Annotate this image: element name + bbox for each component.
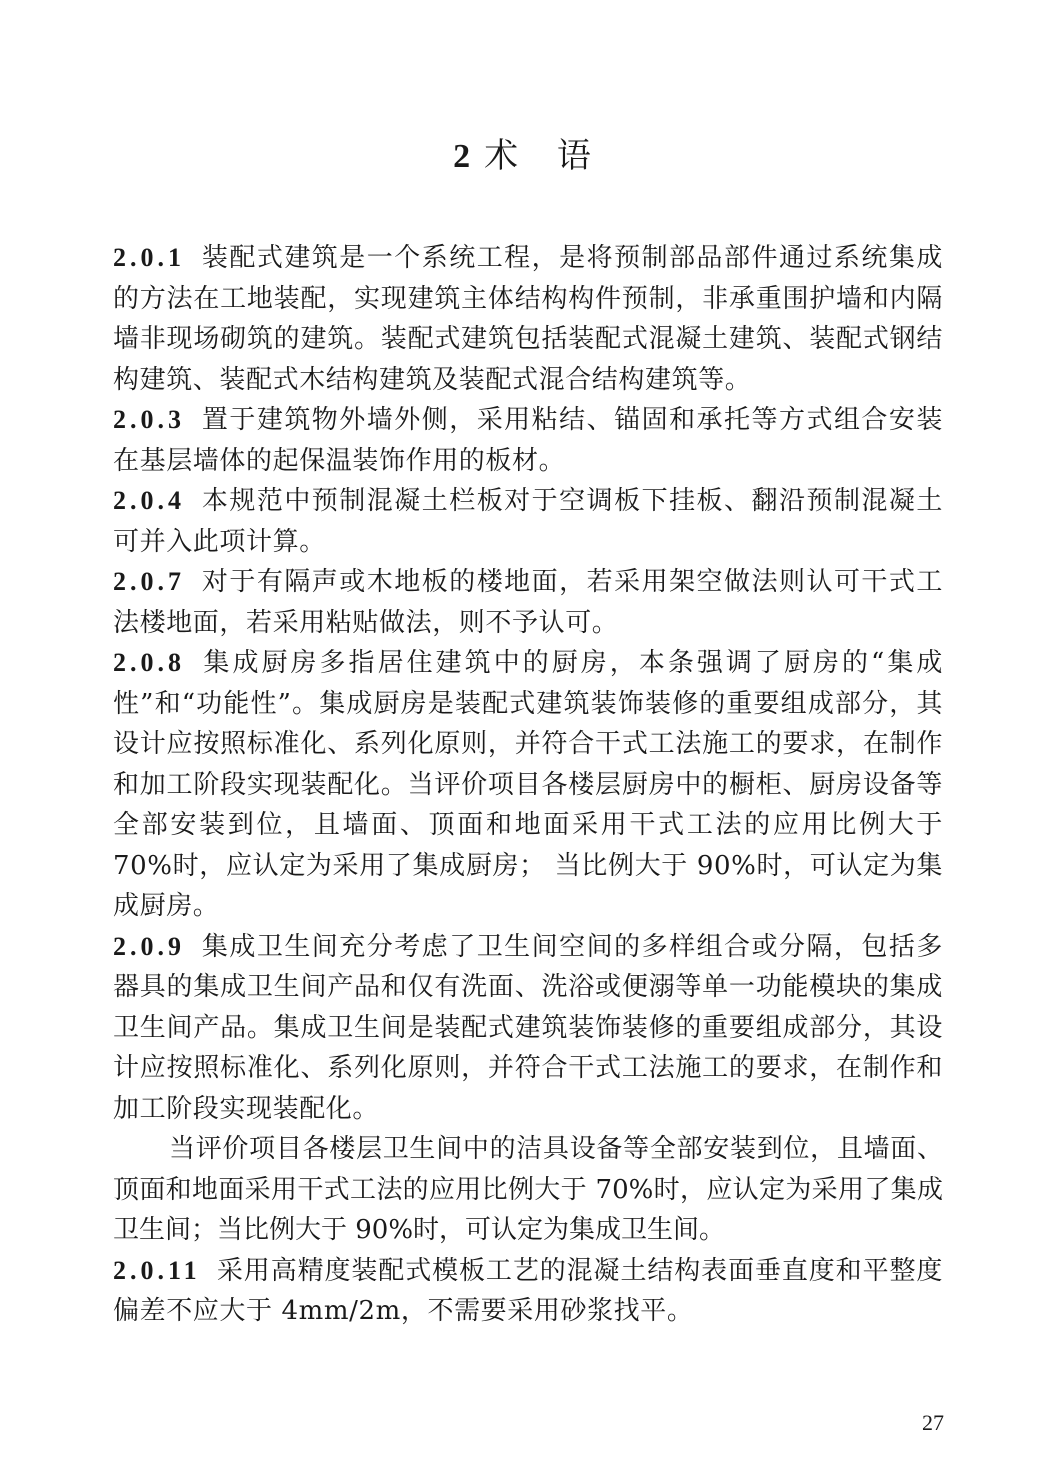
clause-number: 2.0.4 xyxy=(113,486,185,515)
page-number: 27 xyxy=(922,1410,944,1435)
clause-2-0-3 xyxy=(113,400,943,481)
clause-2-0-11 xyxy=(113,1251,943,1332)
clause-number: 2.0.7 xyxy=(113,567,185,596)
clause-number: 2.0.9 xyxy=(113,931,185,961)
clause-2-0-8 xyxy=(113,643,943,927)
clause-text: 采用高精度装配式模板工艺的混凝土结构表面垂直度和平整度偏差不应大于 4mm/2m，不需要采用砂浆找平。 xyxy=(113,1255,943,1326)
clause-text: 装配式建筑是一个系统工程，是将预制部品部件通过系统集成的方法在工地装配，实现建筑主体结构构件预制，非承重围护墙和内隔墙非现场砌筑的建筑。装配式建筑包括装配式混凝土建筑、装配式钢结构建筑、装配式木结构建筑及装配式混合结构建筑等。 xyxy=(113,243,943,395)
clause-number: 2.0.1 xyxy=(113,243,185,272)
clause-2-0-7 xyxy=(113,562,943,643)
clause-number: 2.0.8 xyxy=(113,648,185,677)
clause-text: 本规范中预制混凝土栏板对于空调板下挂板、翻沿预制混凝土可并入此项计算。 xyxy=(113,486,943,557)
clause-text: 对于有隔声或木地板的楼地面，若采用架空做法则认可干式工法楼地面，若采用粘贴做法，则不予认可。 xyxy=(113,567,943,638)
chapter-title-text: 术 语 xyxy=(484,136,605,176)
clause-2-0-9 xyxy=(113,927,943,1130)
chapter-number: 2 xyxy=(453,138,471,175)
clause-2-0-4 xyxy=(113,481,943,562)
clause-number: 2.0.11 xyxy=(113,1255,201,1285)
chapter-title xyxy=(0,130,1058,183)
clause-2-0-1 xyxy=(113,238,943,400)
document-body xyxy=(113,238,943,1332)
clause-text: 集成厨房多指居住建筑中的厨房，本条强调了厨房的“集成性”和“功能性”。集成厨房是装配式建筑装饰装修的重要组成部分，其设计应按照标准化、系列化原则，并符合干式工法施工的要求，在制作和加工阶段实现装配化。当评价项目各楼层厨房中的橱柜、厨房设备等全部安装到位，且墙面、顶面和地面采用干式工法的应用比例大于 70%时，应认定为采用了集成厨房； 当比例大于 90%时，可认定为集成厨房。 xyxy=(113,648,943,921)
clause-text: 集成卫生间充分考虑了卫生间空间的多样组合或分隔，包括多器具的集成卫生间产品和仅有洗面、洗浴或便溺等单一功能模块的集成卫生间产品。集成卫生间是装配式建筑装饰装修的重要组成部分，其设计应按照标准化、系列化原则，并符合干式工法施工的要求，在制作和加工阶段实现装配化。 xyxy=(113,931,943,1124)
clause-text: 置于建筑物外墙外侧，采用粘结、锚固和承托等方式组合安装在基层墙体的起保温装饰作用的板材。 xyxy=(113,405,943,476)
clause-2-0-9-continuation: 当评价项目各楼层卫生间中的洁具设备等全部安装到位，且墙面、顶面和地面采用干式工法的应用比例大于 70%时，应认定为采用了集成卫生间；当比例大于 90%时，可认定为集成卫生间。 xyxy=(113,1134,943,1245)
clause-number: 2.0.3 xyxy=(113,405,185,434)
